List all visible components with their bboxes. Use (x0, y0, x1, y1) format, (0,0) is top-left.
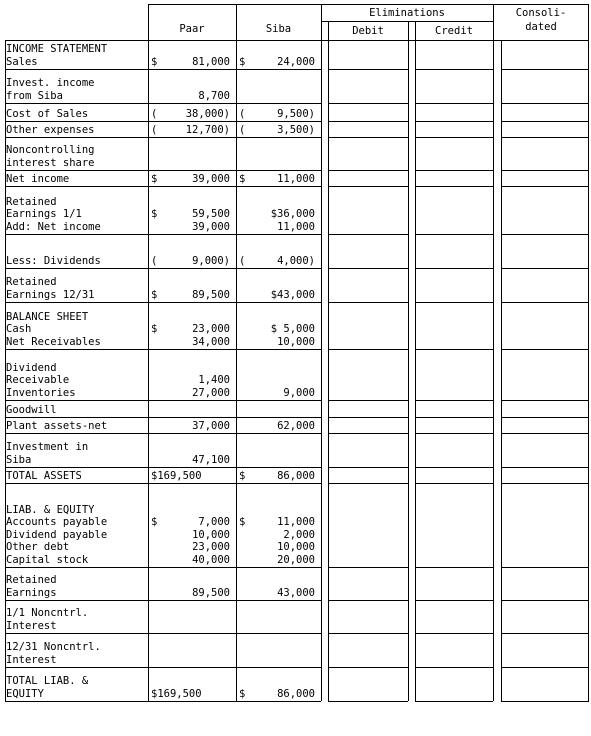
row-label-line: Capital stock (6, 553, 89, 566)
worksheet-row (5, 40, 589, 69)
paar-value: 1,400 (198, 374, 230, 386)
row-label-line: 12/31 Noncntrl. (6, 641, 101, 653)
siba-value-prefix: ( (239, 123, 246, 136)
siba-value-prefix: ( (239, 254, 246, 267)
paar-header: Paar (179, 23, 205, 35)
debit-header: Debit (352, 25, 384, 37)
paar-value-line (151, 289, 230, 302)
siba-cell (236, 40, 321, 69)
siba-value: $ 5,000 (270, 323, 315, 335)
paar-value: 7,000 (198, 516, 230, 528)
worksheet-row (5, 600, 589, 633)
row-label-line: Net Receivables (6, 335, 101, 348)
paar-value-line (151, 587, 230, 600)
siba-cell (236, 186, 321, 234)
paar-value: 59,500 (192, 208, 230, 220)
siba-cell (236, 137, 321, 170)
row-label-line: Earnings (6, 586, 57, 599)
siba-value-line (239, 554, 315, 567)
siba-value-line (239, 289, 315, 302)
paar-value: $169,500 (151, 469, 202, 482)
row-label-line: Goodwill (6, 403, 57, 416)
row-label-line: Less: Dividends (6, 254, 101, 267)
siba-value-prefix: $ (239, 687, 246, 700)
row-label-line: Interest (6, 619, 57, 632)
siba-value-line (239, 587, 315, 600)
paar-value: 47,100 (192, 453, 230, 466)
row-label (5, 633, 148, 667)
siba-cell (236, 349, 321, 400)
consolidated-header-line1: Consoli- (515, 7, 567, 19)
row-label (5, 400, 148, 417)
row-label-line: Cost of Sales (6, 107, 89, 120)
row-label (5, 170, 148, 186)
header-row (5, 4, 589, 40)
row-label-line: Earnings 1/1 (6, 208, 82, 220)
paar-cell (148, 349, 236, 400)
consolidated-header (493, 4, 589, 40)
row-label-line: BALANCE SHEET (6, 310, 89, 323)
credit-header: Credit (435, 25, 473, 37)
paar-value: 37,000 (192, 419, 230, 432)
row-label-line: 1/1 Noncntrl. (6, 607, 89, 619)
worksheet-row (5, 417, 589, 433)
siba-value: 11,000 (277, 172, 315, 185)
row-label (5, 268, 148, 302)
row-label (5, 103, 148, 121)
paar-value-line (151, 470, 230, 483)
row-label-line: EQUITY (6, 687, 44, 700)
worksheet-row (5, 137, 589, 170)
siba-value-line (239, 420, 315, 433)
row-label (5, 234, 148, 268)
worksheet-row (5, 567, 589, 600)
siba-cell (236, 567, 321, 600)
row-label-line: TOTAL ASSETS (6, 469, 82, 482)
row-label-line: INCOME STATEMENT (6, 43, 108, 55)
siba-value-prefix: ( (239, 107, 246, 120)
paar-value-prefix: ( (151, 123, 158, 136)
siba-cell (236, 633, 321, 667)
paar-cell (148, 268, 236, 302)
siba-value: 62,000 (277, 419, 315, 432)
worksheet-row (5, 268, 589, 302)
row-label-line: Retained (6, 195, 57, 208)
worksheet-row (5, 433, 589, 467)
siba-value: 20,000 (277, 553, 315, 566)
worksheet-row (5, 400, 589, 417)
paar-value-prefix: $ (151, 516, 158, 528)
worksheet-row (5, 186, 589, 234)
row-label (5, 121, 148, 137)
worksheet-row (5, 633, 589, 667)
paar-value: 38,000) (185, 107, 230, 120)
worksheet-row (5, 467, 589, 483)
paar-value-line (151, 124, 230, 137)
siba-cell (236, 417, 321, 433)
row-label-line: Retained (6, 276, 57, 288)
paar-cell (148, 121, 236, 137)
paar-cell (148, 186, 236, 234)
row-label (5, 137, 148, 170)
paar-value-line (151, 387, 230, 400)
siba-value-line (239, 541, 315, 554)
siba-value: 3,500) (277, 123, 315, 136)
paar-value-line (151, 374, 230, 387)
eliminations-header: Eliminations (369, 6, 445, 19)
paar-value: 40,000 (192, 553, 230, 566)
siba-value-line (239, 336, 315, 349)
siba-cell (236, 483, 321, 567)
row-label-line: Plant assets-net (6, 419, 108, 432)
siba-value-line (239, 56, 315, 69)
paar-value-line (151, 221, 230, 234)
siba-cell (236, 400, 321, 417)
paar-value-line (151, 108, 230, 121)
paar-value-line (151, 541, 230, 554)
paar-cell (148, 40, 236, 69)
siba-value: 86,000 (277, 469, 315, 482)
worksheet-row (5, 170, 589, 186)
row-label (5, 667, 148, 701)
siba-value: 10,000 (277, 335, 315, 348)
paar-cell (148, 170, 236, 186)
paar-value: 27,000 (192, 386, 230, 399)
siba-value-line (239, 221, 315, 234)
paar-value: 89,500 (192, 288, 230, 301)
siba-value-line (239, 208, 315, 221)
row-label-line: Earnings 12/31 (6, 288, 95, 301)
siba-value: 10,000 (277, 541, 315, 553)
siba-cell (236, 600, 321, 633)
row-label-line: Invest. income (6, 77, 95, 89)
siba-value: 9,500) (277, 107, 315, 120)
row-label-line: Cash (6, 323, 32, 335)
row-label-line: Dividend (6, 361, 57, 374)
paar-cell (148, 467, 236, 483)
worksheet-row (5, 103, 589, 121)
row-label-line: Other debt (6, 541, 70, 553)
paar-cell (148, 633, 236, 667)
worksheet-row (5, 121, 589, 137)
paar-value-line (151, 688, 230, 701)
paar-value-line (151, 173, 230, 186)
paar-value-line (151, 323, 230, 336)
paar-value-line (151, 255, 230, 268)
siba-value-line (239, 173, 315, 186)
paar-value-prefix: $ (151, 288, 158, 301)
paar-cell (148, 433, 236, 467)
row-label (5, 417, 148, 433)
siba-value-prefix: $ (239, 516, 246, 528)
paar-cell (148, 417, 236, 433)
siba-cell (236, 667, 321, 701)
siba-value: 86,000 (277, 687, 315, 700)
paar-value-prefix: $ (151, 55, 158, 68)
siba-value-line (239, 108, 315, 121)
row-label (5, 69, 148, 103)
paar-value: 39,000 (192, 220, 230, 233)
paar-value: 9,000) (192, 254, 230, 267)
row-label (5, 433, 148, 467)
row-label-line: Inventories (6, 386, 76, 399)
paar-cell (148, 600, 236, 633)
paar-value-prefix: $ (151, 172, 158, 185)
paar-value-line (151, 516, 230, 529)
row-label-line: Other expenses (6, 123, 95, 136)
paar-value-line (151, 529, 230, 542)
paar-cell (148, 302, 236, 349)
siba-value-line (239, 688, 315, 701)
siba-cell (236, 170, 321, 186)
row-label-line: from Siba (6, 89, 63, 102)
paar-cell (148, 483, 236, 567)
siba-value: $43,000 (270, 288, 315, 301)
paar-value: 89,500 (192, 586, 230, 599)
row-label-line: TOTAL LIAB. & (6, 675, 89, 687)
paar-value-prefix: $ (151, 323, 158, 335)
paar-value: 23,000 (192, 323, 230, 335)
row-label-line: Interest (6, 653, 57, 666)
paar-cell (148, 667, 236, 701)
siba-value-prefix: $ (239, 469, 246, 482)
siba-value: 9,000 (283, 386, 315, 399)
siba-value-line (239, 529, 315, 542)
row-label-line: Net income (6, 172, 70, 185)
worksheet-row (5, 349, 589, 400)
siba-value-prefix: $ (239, 55, 246, 68)
row-label-line: Investment in (6, 441, 89, 453)
paar-cell (148, 137, 236, 170)
paar-value-line (151, 336, 230, 349)
paar-cell (148, 234, 236, 268)
row-label-line: Dividend payable (6, 528, 108, 541)
paar-value-prefix: ( (151, 107, 158, 120)
paar-value: 23,000 (192, 541, 230, 553)
worksheet-row (5, 667, 589, 701)
paar-value: 39,000 (192, 172, 230, 185)
row-label-line: Siba (6, 453, 32, 466)
siba-value: 43,000 (277, 586, 315, 599)
row-label-line: interest share (6, 156, 95, 169)
row-label (5, 467, 148, 483)
row-label (5, 600, 148, 633)
paar-value-line (151, 454, 230, 467)
siba-value: 11,000 (277, 220, 315, 233)
siba-value-line (239, 124, 315, 137)
worksheet-row (5, 483, 589, 567)
siba-cell (236, 433, 321, 467)
paar-value: 8,700 (198, 89, 230, 102)
row-label-line: Retained (6, 574, 57, 586)
siba-cell (236, 121, 321, 137)
paar-cell (148, 567, 236, 600)
paar-cell (148, 400, 236, 417)
siba-cell (236, 268, 321, 302)
siba-value: 4,000) (277, 254, 315, 267)
paar-value: 10,000 (192, 528, 230, 541)
row-label (5, 567, 148, 600)
paar-value-line (151, 554, 230, 567)
paar-cell (148, 69, 236, 103)
row-label-line: Noncontrolling (6, 144, 95, 156)
worksheet-row (5, 69, 589, 103)
siba-cell (236, 467, 321, 483)
siba-value-line (239, 470, 315, 483)
siba-value-line (239, 255, 315, 268)
siba-value-prefix: $ (239, 172, 246, 185)
paar-value-prefix: $ (151, 208, 158, 220)
paar-value: 34,000 (192, 335, 230, 348)
siba-cell (236, 234, 321, 268)
siba-cell (236, 103, 321, 121)
siba-header: Siba (265, 23, 292, 35)
paar-value-line (151, 90, 230, 103)
paar-value: $169,500 (151, 687, 202, 700)
row-label-line: Add: Net income (6, 220, 101, 233)
siba-value-line (239, 323, 315, 336)
worksheet-row (5, 234, 589, 268)
row-label (5, 349, 148, 400)
siba-value: $36,000 (270, 208, 315, 220)
paar-value-line (151, 420, 230, 433)
row-label (5, 186, 148, 234)
siba-cell (236, 302, 321, 349)
paar-value-line (151, 56, 230, 69)
siba-value: 2,000 (283, 528, 315, 541)
siba-value-line (239, 516, 315, 529)
paar-cell (148, 103, 236, 121)
row-label-line: Receivable (6, 374, 70, 386)
row-label (5, 302, 148, 349)
row-label-line: Sales (6, 55, 38, 68)
paar-value: 12,700) (185, 123, 230, 136)
row-label (5, 483, 148, 567)
paar-value-prefix: ( (151, 254, 158, 267)
worksheet-row (5, 302, 589, 349)
row-label (5, 40, 148, 69)
row-label-line: LIAB. & EQUITY (6, 503, 95, 516)
siba-value-line (239, 387, 315, 400)
siba-value: 11,000 (277, 516, 315, 528)
siba-value: 24,000 (277, 55, 315, 68)
paar-value: 81,000 (192, 55, 230, 68)
consolidated-header-line2: dated (525, 21, 557, 33)
paar-value-line (151, 208, 230, 221)
row-label-line: Accounts payable (6, 516, 108, 528)
siba-cell (236, 69, 321, 103)
